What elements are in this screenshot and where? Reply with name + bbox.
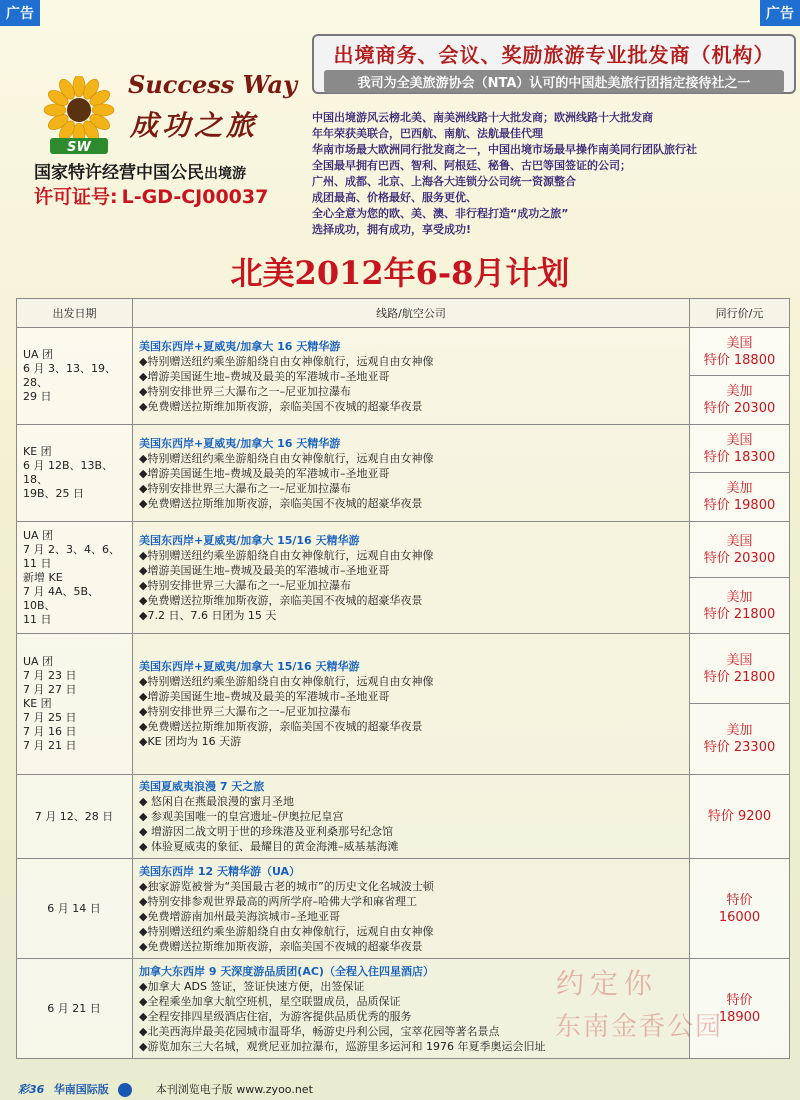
- banner-title: 出境商务、会议、奖励旅游专业批发商（机构）: [333, 43, 775, 67]
- route-feature: ◆免费赠送拉斯维加斯夜游，亲临美国不夜城的超豪华夜景: [139, 399, 423, 413]
- header-banner: [312, 34, 796, 94]
- price-text: 美加: [726, 384, 753, 399]
- table-header-row: [17, 299, 790, 328]
- route-feature: ◆特别赠送纽约乘坐游船绕自由女神像航行，远观自由女神像: [139, 354, 434, 368]
- magazine-badge-icon: [118, 1083, 132, 1097]
- date-line: 6 月 12B、13B、18、: [23, 459, 114, 486]
- route-details: [133, 775, 690, 859]
- route-feature: ◆增游美国诞生地–费城及最美的军港城市–圣地亚哥: [139, 563, 390, 577]
- route-feature: ◆加拿大 ADS 签证，签证快速方便，出签保证: [139, 979, 365, 993]
- license-code: L-GD-CJ00037: [121, 186, 269, 208]
- date-line: 7 月 2、3、4、6、: [23, 542, 120, 556]
- watermark-line1: 约定你: [556, 967, 659, 1000]
- table-row: [17, 775, 790, 859]
- route-feature: ◆KE 团均为 16 天游: [139, 735, 242, 748]
- date-line: 29 日: [23, 390, 52, 403]
- route-title: 美国东西岸+夏威夷/加拿大 15/16 天精华游: [139, 660, 360, 673]
- table-row: [17, 522, 790, 578]
- departure-dates: [17, 959, 133, 1059]
- route-feature: ◆全程安排四星级酒店住宿，为游客提供品质优秀的服务: [139, 1009, 412, 1023]
- route-title: 加拿大东西岸 9 天深度游品质团(AC)（全程入住四星酒店）: [139, 964, 434, 978]
- table-row: [17, 634, 790, 704]
- date-line: 7 月 25 日: [23, 711, 77, 724]
- price-text: 特价 20300: [703, 401, 776, 416]
- price-cell: [690, 775, 790, 859]
- header-price: 同行价/元: [690, 299, 790, 328]
- date-line: KE 团: [23, 445, 52, 458]
- price-cell: [690, 859, 790, 959]
- magazine-name: 华南国际版: [53, 1083, 109, 1096]
- route-feature: ◆免费赠送拉斯维加斯夜游，亲临美国不夜城的超豪华夜景: [139, 939, 423, 953]
- price-text: 特价 18800: [703, 352, 776, 368]
- route-feature: ◆ 参观美国唯一的皇宫遗址–伊奥拉尼皇宫: [139, 810, 344, 823]
- brand-name-chinese: 成功之旅: [130, 109, 259, 142]
- price-text: 特价 9200: [707, 809, 772, 824]
- site-text: 本刊浏览电子版 www.zyoo.net: [155, 1083, 313, 1096]
- price-text: 美国: [726, 432, 753, 448]
- page-footer: [0, 1080, 800, 1100]
- price-text: 特价 21800: [703, 669, 776, 685]
- date-line: 19B、25 日: [23, 487, 85, 500]
- route-feature: ◆免费增游南加州最美海滨城市–圣地亚哥: [139, 909, 340, 923]
- ad-label-right: 广告: [760, 0, 800, 26]
- route-feature: ◆独家游览被誉为“美国最古老的城市”的历史文化名城波士顿: [139, 879, 434, 893]
- price-cell: [690, 522, 790, 578]
- price-text: 18900: [718, 1009, 761, 1025]
- route-feature: ◆7.2 日、7.6 日团为 15 天: [139, 608, 277, 622]
- price-cell: [690, 328, 790, 376]
- price-cell: [690, 578, 790, 634]
- route-feature: ◆ 增游因二战文明于世的珍珠港及亚利桑那号纪念馆: [139, 825, 393, 838]
- route-feature: ◆特别安排参观世界最高的两所学府–哈佛大学和麻省理工: [139, 894, 417, 908]
- route-title: 美国东西岸+夏威夷/加拿大 15/16 天精华游: [139, 533, 360, 547]
- route-details: [133, 859, 690, 959]
- price-text: 特价 20300: [703, 550, 776, 566]
- route-feature: ◆免费赠送拉斯维加斯夜游，亲临美国不夜城的超豪华夜景: [139, 496, 423, 510]
- departure-dates: [17, 522, 133, 634]
- company-intro: [312, 110, 792, 238]
- route-title: 美国东西岸+夏威夷/加拿大 16 天精华游: [139, 436, 341, 450]
- route-feature: ◆特别安排世界三大瀑布之一–尼亚加拉瀑布: [139, 578, 351, 592]
- route-feature: ◆增游美国诞生地–费城及最美的军港城市–圣地亚哥: [139, 690, 390, 703]
- route-feature: ◆北美西海岸最美花园城市温哥华，畅游史丹利公园，宝萃花园等著名景点: [139, 1024, 500, 1038]
- route-details: [133, 425, 690, 522]
- route-feature: ◆特别安排世界三大瀑布之一–尼亚加拉瀑布: [139, 384, 351, 398]
- schedule-body: [17, 328, 790, 1059]
- table-row: [17, 328, 790, 376]
- route-title: 美国东西岸+夏威夷/加拿大 16 天精华游: [139, 339, 341, 353]
- license-label: 许可证号:: [34, 186, 118, 208]
- date-line: 6 月 14 日: [47, 901, 101, 915]
- price-cell: [690, 473, 790, 522]
- date-line: 7 月 12、28 日: [34, 809, 114, 823]
- header-departure-date: 出发日期: [17, 299, 133, 328]
- intro-line: 成团最高、价格最好、服务更优、: [312, 191, 477, 204]
- table-row: [17, 859, 790, 959]
- intro-line: 华南市场最大欧洲同行批发商之一，中国出境市场最早操作南美同行团队旅行社: [312, 143, 697, 156]
- date-line: UA 团: [23, 348, 54, 361]
- price-text: 特价 21800: [703, 606, 776, 622]
- price-text: 美加: [726, 723, 753, 738]
- route-feature: ◆特别安排世界三大瀑布之一–尼亚加拉瀑布: [139, 705, 351, 718]
- price-text: 特价: [726, 992, 753, 1008]
- date-line: 11 日: [23, 612, 52, 626]
- route-feature: ◆游览加东三大名城，观赏尼亚加拉瀑布，巡游里多运河和 1976 年夏季奥运会旧址: [139, 1039, 546, 1053]
- price-text: 16000: [718, 909, 761, 925]
- date-line: UA 团: [23, 655, 54, 668]
- departure-dates: [17, 634, 133, 775]
- license-number: [34, 182, 268, 209]
- table-row: [17, 425, 790, 473]
- intro-line: 全国最早拥有巴西、智利、阿根廷、秘鲁、古巴等国签证的公司；: [312, 159, 631, 172]
- sunflower-logo: [36, 76, 122, 162]
- route-details: [133, 522, 690, 634]
- license-statement: [34, 158, 246, 183]
- page-number: 彩36: [18, 1083, 45, 1096]
- route-feature: ◆ 悠闲自在燕最浪漫的蜜月圣地: [139, 795, 294, 808]
- route-feature: ◆增游美国诞生地–费城及最美的军港城市–圣地亚哥: [139, 466, 390, 480]
- price-cell: [690, 704, 790, 775]
- route-title: 美国夏威夷浪漫 7 天之旅: [139, 780, 265, 793]
- date-line: 7 月 23 日: [23, 669, 77, 682]
- route-feature: ◆特别赠送纽约乘坐游船绕自由女神像航行，远观自由女神像: [139, 675, 434, 688]
- price-text: 特价 19800: [703, 498, 776, 513]
- header-route: 线路/航空公司: [133, 299, 690, 328]
- intro-line: 选择成功，拥有成功，享受成功!: [312, 223, 472, 236]
- banner-subtitle: 我司为全美旅游协会（NTA）认可的中国赴美旅行团指定接待社之一: [324, 70, 784, 93]
- route-feature: ◆特别赠送纽约乘坐游船绕自由女神像航行，远观自由女神像: [139, 451, 434, 465]
- intro-line: 中国出境游风云榜北美、南美洲线路十大批发商；欧洲线路十大批发商: [312, 111, 653, 124]
- brand-name-english: Success Way: [128, 70, 298, 99]
- price-text: 特价: [726, 892, 753, 908]
- price-cell: [690, 425, 790, 473]
- departure-dates: [17, 425, 133, 522]
- date-line: 7 月 4A、5B、10B、: [23, 584, 100, 612]
- price-text: 美国: [726, 533, 753, 549]
- schedule-table: [16, 298, 790, 1059]
- price-text: 美国: [726, 335, 753, 351]
- price-text: 美加: [726, 589, 753, 605]
- price-text: 特价 23300: [703, 740, 776, 755]
- date-line: 11 日: [23, 556, 52, 570]
- departure-dates: [17, 859, 133, 959]
- route-feature: ◆免费赠送拉斯维加斯夜游，亲临美国不夜城的超豪华夜景: [139, 593, 423, 607]
- price-cell: [690, 376, 790, 425]
- date-line: KE 团: [23, 697, 52, 710]
- date-line: 6 月 3、13、19、28、: [23, 362, 116, 389]
- route-feature: ◆特别赠送纽约乘坐游船绕自由女神像航行，远观自由女神像: [139, 548, 434, 562]
- route-feature: ◆特别赠送纽约乘坐游船绕自由女神像航行，远观自由女神像: [139, 924, 434, 938]
- ad-label-left: 广告: [0, 0, 40, 26]
- intro-line: 年年荣获美联合，巴西航、南航、法航最佳代理: [312, 127, 543, 140]
- date-line: 新增 KE: [23, 570, 63, 584]
- route-details: [133, 634, 690, 775]
- date-line: UA 团: [23, 528, 54, 542]
- date-line: 7 月 27 日: [23, 683, 77, 696]
- price-text: 美加: [726, 481, 753, 496]
- intro-line: 全心全意为您的欧、美、澳、非行程打造“成功之旅”: [312, 207, 569, 220]
- watermark-line2: 东南金香公园: [555, 1012, 724, 1042]
- intro-line: 广州、成都、北京、上海各大连锁分公司统一资源整合: [312, 175, 576, 188]
- license-small: 出境游: [204, 166, 246, 182]
- route-feature: ◆增游美国诞生地–费城及最美的军港城市–圣地亚哥: [139, 369, 390, 383]
- date-line: 6 月 21 日: [47, 1001, 101, 1015]
- route-feature: ◆全程乘坐加拿大航空班机，星空联盟成员，品质保证: [139, 994, 401, 1008]
- departure-dates: [17, 328, 133, 425]
- date-line: 7 月 21 日: [23, 739, 77, 752]
- date-line: 7 月 16 日: [23, 725, 77, 738]
- route-title: 美国东西岸 12 天精华游（UA）: [139, 864, 301, 878]
- departure-dates: [17, 775, 133, 859]
- route-feature: ◆特别安排世界三大瀑布之一–尼亚加拉瀑布: [139, 481, 351, 495]
- price-text: 美国: [726, 652, 753, 668]
- route-details: [133, 328, 690, 425]
- logo-text: SW: [67, 140, 91, 155]
- price-cell: [690, 634, 790, 704]
- price-text: 特价 18300: [703, 449, 776, 465]
- route-feature: ◆ 体验夏威夷的象征、最耀目的黄金海滩–威基基海滩: [139, 840, 399, 853]
- plan-title: 北美2012年6-8月计划: [230, 254, 570, 292]
- license-main: 国家特许经营中国公民: [34, 163, 204, 183]
- route-feature: ◆免费赠送拉斯维加斯夜游，亲临美国不夜城的超豪华夜景: [139, 720, 423, 733]
